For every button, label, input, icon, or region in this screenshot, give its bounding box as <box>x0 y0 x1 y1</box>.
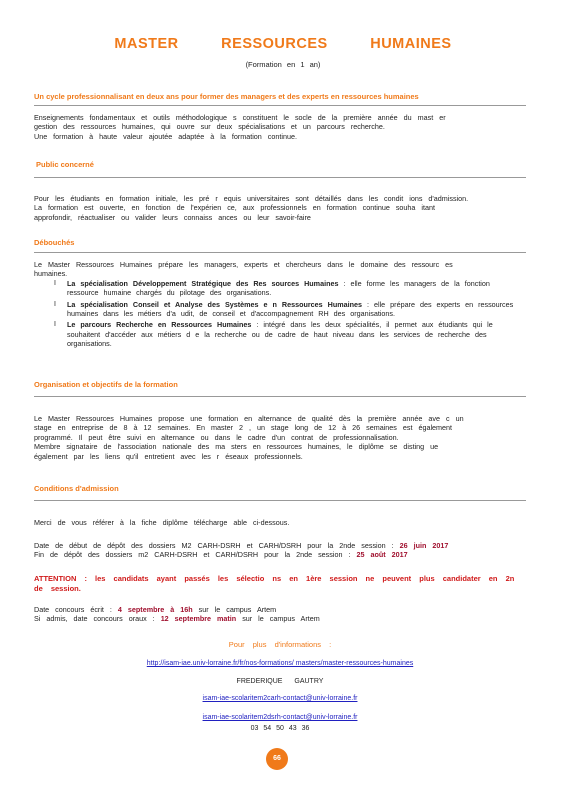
debouches-line: humaines. <box>34 269 68 279</box>
item-text: : intégré dans les deux spécialités, il permet aux étudiants qui le souhaitent d'accéder aux métiers d e la recherche ou de cadre de haut niveau dans les services de recherche des organisations. <box>67 320 493 349</box>
depot-end-text: Fin de dépôt des dossiers m2 CARH-DSRH et CARH/DSRH pour la 2nde session : <box>34 550 351 560</box>
contact-block <box>34 640 526 732</box>
item-text: : elle prépare des experts en ressources humaines dans les métiers d'a udit, de conseil et d'accompagnement RH des organisations. <box>67 299 514 319</box>
divider <box>34 252 526 253</box>
concours-oral-line <box>34 614 526 623</box>
concours-written-line <box>34 605 526 614</box>
organisation-line: Le Master Ressources Humaines propose une formation en alternance de qualité dès la première année ave c un <box>34 414 464 423</box>
intro-heading: Un cycle professionnalisant en deux ans pour former des managers et des experts en ressources humaines <box>34 92 419 101</box>
concours-dates <box>34 605 526 624</box>
organisation-line: également par les liens qu'il entretient avec les r éseaux professionnels. <box>34 451 303 461</box>
depot-dates <box>34 541 526 560</box>
organisation-heading: Organisation et objectifs de la formation <box>34 380 178 389</box>
item-title: Le parcours Recherche en Ressources Humaines <box>67 320 252 330</box>
email-link-carh[interactable]: isam-iae-scolaritem2carh-contact@univ-lorraine.fr <box>202 695 358 702</box>
divider <box>34 396 526 397</box>
depot-start-line <box>34 541 526 550</box>
list-item <box>34 279 526 298</box>
divider <box>34 105 526 106</box>
organisation-heading-wrap <box>34 380 526 389</box>
depot-end-date: 25 août 2017 <box>356 550 408 560</box>
program-link[interactable]: http://isam-iae.univ-lorraine.fr/fr/nos-formations/ masters/master-ressources-humaines <box>146 660 414 667</box>
intro-line: Une formation à haute valeur ajoutée adaptée à la formation continue. <box>34 131 297 141</box>
intro-line: gestion des ressources humaines, qui ouvre sur deux spécialisations et un parcours recherche. <box>34 122 385 132</box>
intro-body <box>34 113 526 141</box>
debouches-heading-wrap <box>34 238 526 247</box>
intro-line: Enseignements fondamentaux et outils méthodologique s constituent le socle de la première année du mast er <box>34 113 446 122</box>
public-heading: Public concerné <box>36 160 94 169</box>
public-line: Pour les étudiants en formation initiale, les pré r equis universitaires sont détaillés dans les condit ions d'admission. <box>34 194 469 203</box>
debouches-list <box>34 279 526 349</box>
debouches-line: Le Master Ressources Humaines prépare les managers, experts et chercheurs dans le domaine des ressourc es <box>34 260 453 269</box>
bullet-icon: I <box>54 321 56 329</box>
page-subtitle: (Formation en 1 an) <box>245 60 321 69</box>
organisation-line: programmé. Il peut être suivi en alternance ou dans le cadre d'un contrat de professionnalisation. <box>34 432 399 442</box>
concours-oral-date: 12 septembre matin <box>160 614 237 624</box>
item-title: La spécialisation Développement Stratégique des Res sources Humaines <box>67 278 339 288</box>
depot-start-text: Date de début de dépôt des dossiers M2 CARH-DSRH et CARH/DSRH pour la 2nde session : <box>34 541 394 550</box>
public-line: approfondir, réactualiser ou valider leurs connaiss ances ou leur savoir-faire <box>34 212 311 222</box>
list-item <box>34 300 526 319</box>
organisation-body <box>34 414 526 461</box>
page-number-badge: 66 <box>266 748 288 770</box>
debouches-body <box>34 260 526 351</box>
bullet-icon: I <box>54 279 56 287</box>
conditions-body <box>34 518 526 527</box>
debouches-heading: Débouchés <box>34 238 75 247</box>
concours-written-text: Date concours écrit : <box>34 605 112 614</box>
attention-text <box>34 574 526 594</box>
concours-oral-text: Si admis, date concours oraux : <box>34 614 155 624</box>
contact-name: FREDERIQUE GAUTRY <box>236 678 324 685</box>
concours-written-date: 4 septembre à 16h <box>117 605 193 614</box>
depot-start-date: 26 juin 2017 <box>399 541 449 550</box>
bullet-icon: I <box>54 300 56 308</box>
attention-body: : les candidats ayant passés les sélectio ns en 1ère session ne peuvent plus candidater en 2n de session. <box>34 574 515 593</box>
conditions-heading-wrap <box>34 484 526 493</box>
item-text: : elle forme les managers de la fonction ressource humaine chargés du pilotage des organisations. <box>67 278 490 298</box>
organisation-line: Membre signataire de l'association nationale des ma sters en ressources humaines, le diplôme se disting ue <box>34 442 439 452</box>
item-title: La spécialisation Conseil et Analyse des Systèmes e n Ressources Humaines <box>67 299 362 309</box>
intro-section <box>34 92 526 101</box>
organisation-line: stage en entreprise de 8 à 12 semaines. En master 2 , un stage long de 12 à 26 semaines est également <box>34 423 453 433</box>
divider <box>34 177 526 178</box>
divider <box>34 500 526 501</box>
conditions-line: Merci de vous référer à la fiche diplôme télécharge able ci-dessous. <box>34 518 290 527</box>
depot-end-line <box>34 550 526 559</box>
email-link-dsrh[interactable]: isam-iae-scolaritem2dsrh-contact@univ-lorraine.fr <box>202 714 358 721</box>
public-heading-wrap <box>36 160 528 169</box>
page-title: MASTER RESSOURCES HUMAINES <box>114 36 452 52</box>
concours-written-place: sur le campus Artem <box>198 605 277 614</box>
attention-note <box>34 574 526 594</box>
public-body <box>34 194 526 222</box>
contact-heading: Pour plus d'informations : <box>228 640 332 649</box>
list-item <box>34 320 526 348</box>
contact-phone: 03 54 50 43 36 <box>250 725 310 732</box>
concours-oral-place: sur le campus Artem <box>242 614 320 624</box>
attention-label: ATTENTION <box>34 574 77 583</box>
public-line: La formation est ouverte, en fonction de l'expérien ce, aux professionnels en formation continue souha itant <box>34 203 435 213</box>
conditions-heading: Conditions d'admission <box>34 484 119 493</box>
